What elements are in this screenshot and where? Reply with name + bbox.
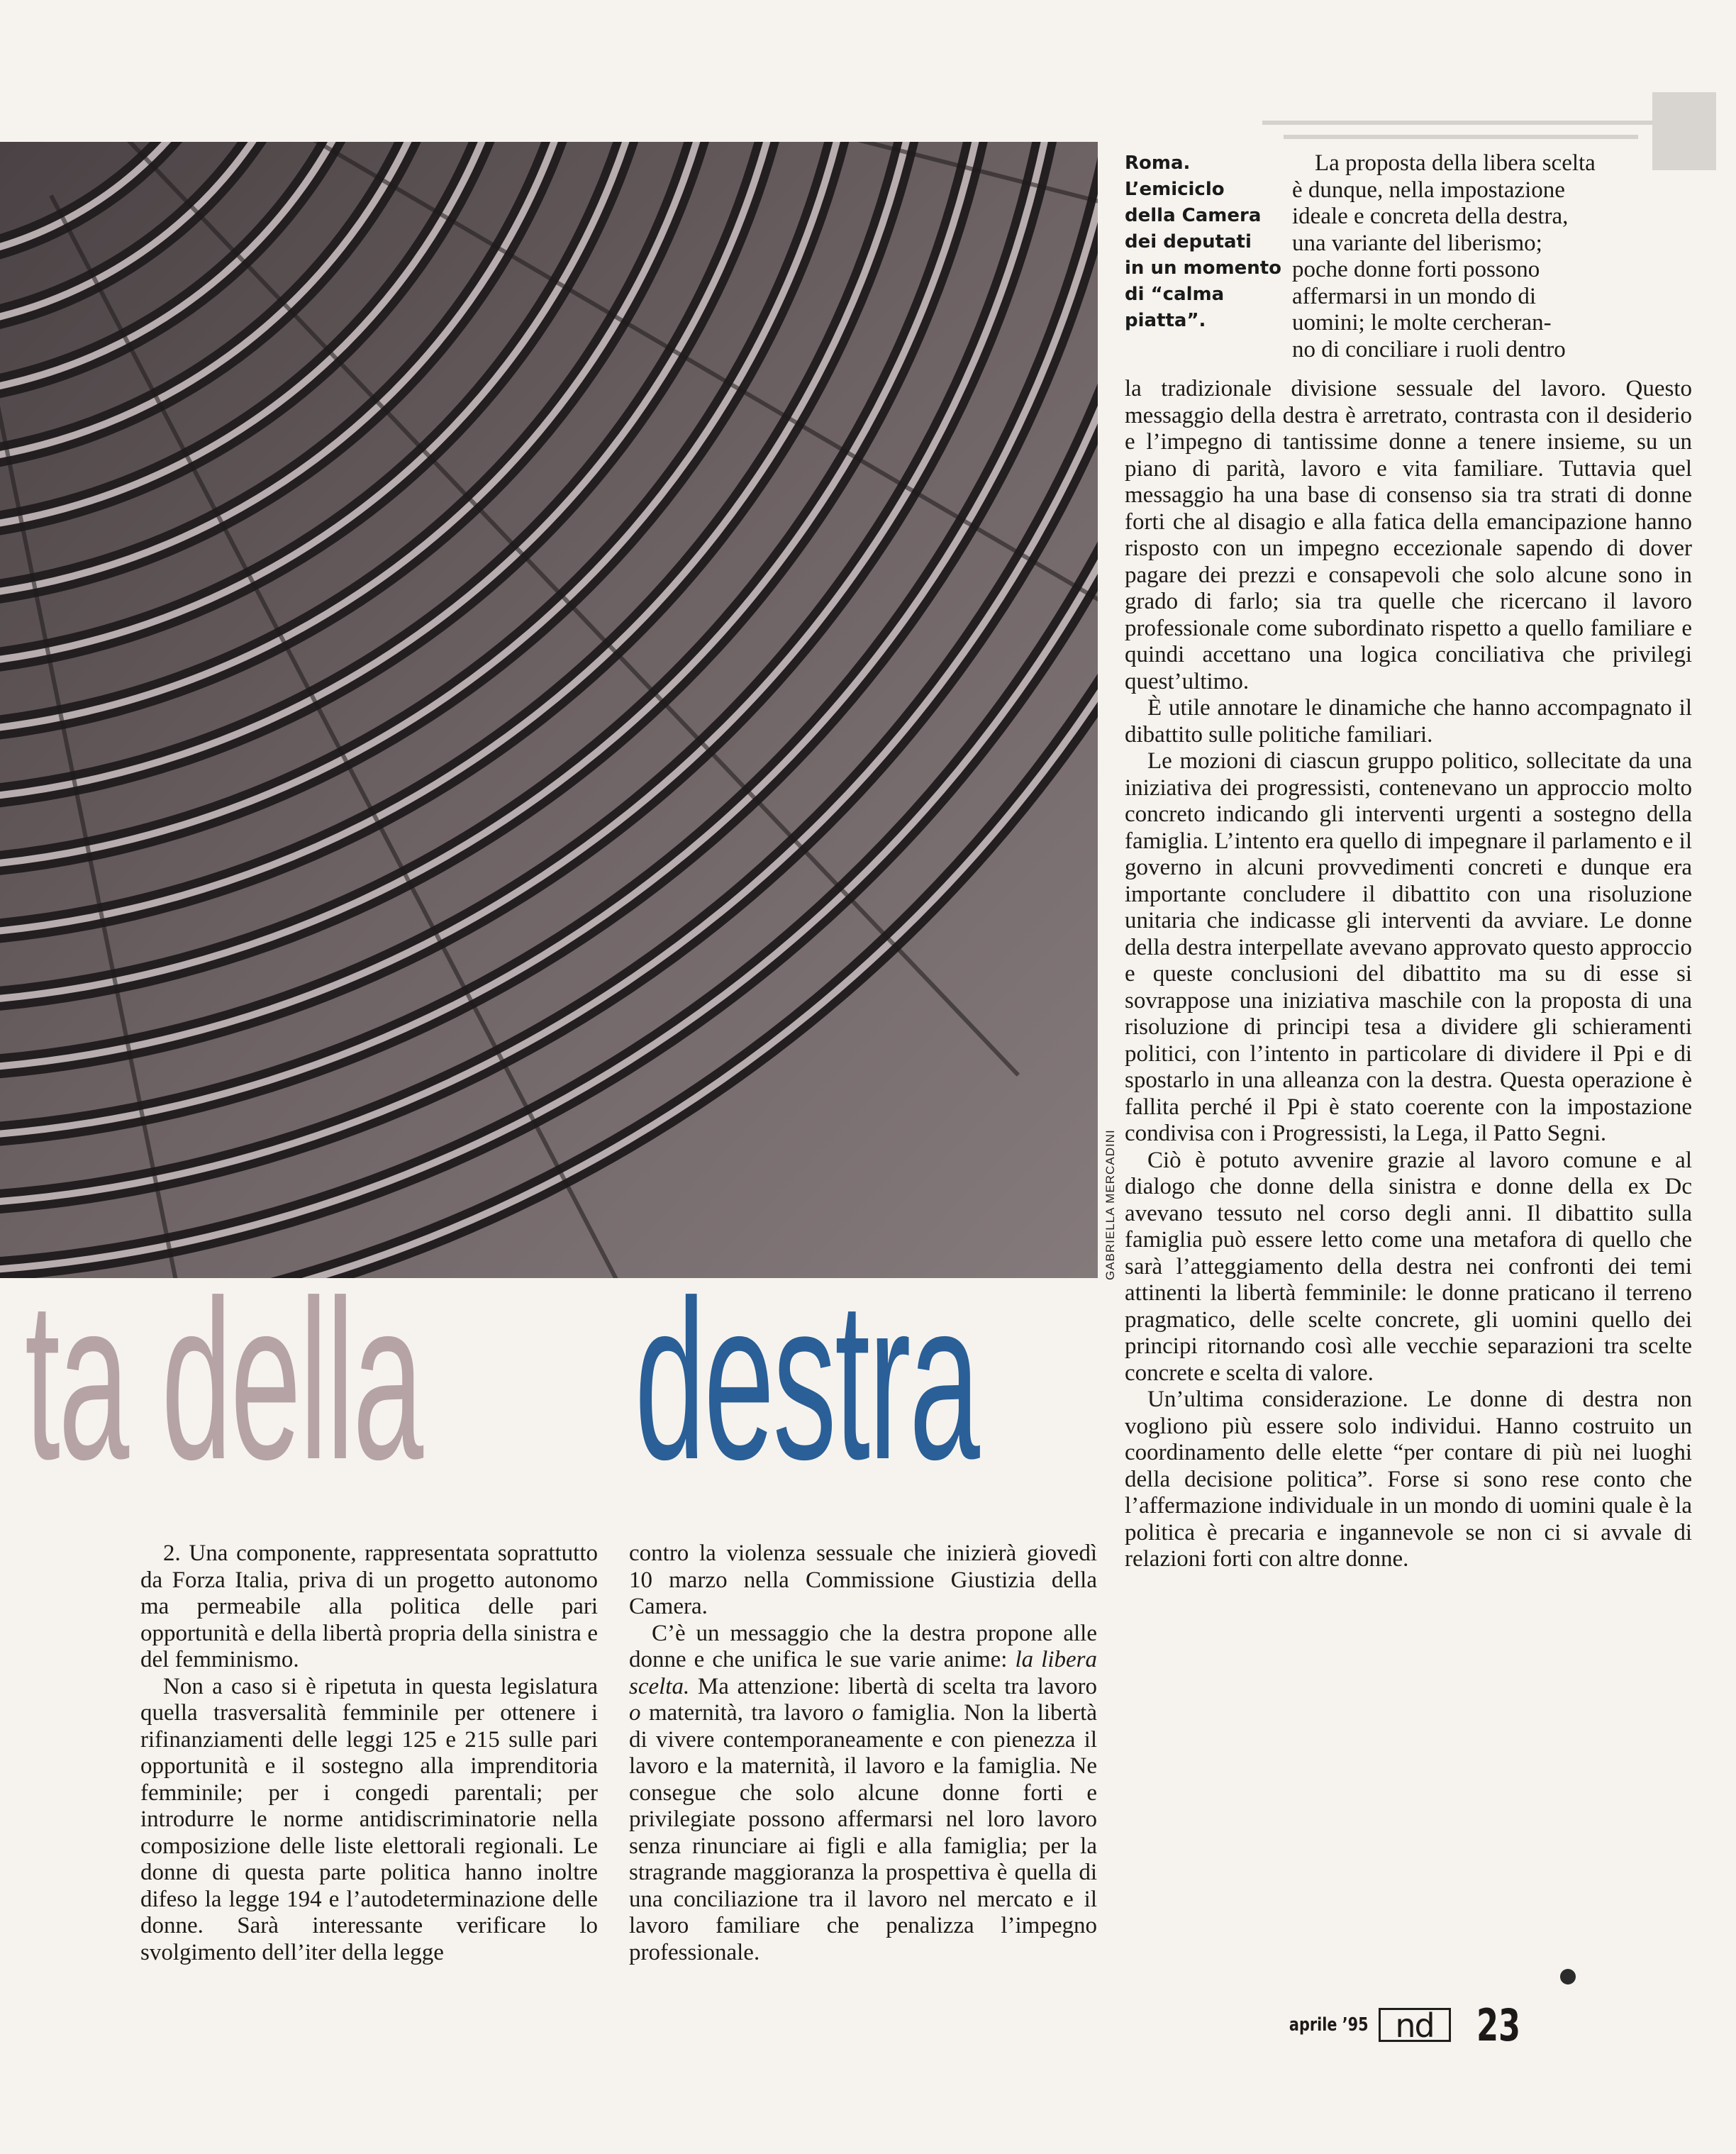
paragraph: contro la violenza sessuale che inizierà giovedì 10 marzo nella Commissione Giustizia della Camera. — [629, 1540, 1097, 1619]
italic-phrase: la libera scelta. — [629, 1647, 1098, 1699]
text-run: maternità, tra lavoro — [640, 1700, 852, 1726]
end-mark — [1560, 1969, 1576, 1984]
headline-part-1: ta della — [25, 1262, 422, 1497]
article-column-2 — [629, 1540, 1097, 1966]
caption-line: Roma. — [1125, 152, 1191, 174]
paragraph-line: no di conciliare i ruoli dentro — [1292, 336, 1566, 362]
parliament-photo — [0, 142, 1098, 1278]
paragraph: Non a caso si è ripetuta in questa legislatura quella trasversalità femminile per ottenere i rifinanziamenti delle leggi 125 e 215 sulle pari opportunità e il sostegno alla imprenditoria femminile; per i congedi parentali; per introdurre le norme antidiscriminatorie nella composizione delle liste elettorali regionali. Le donne di questa parte politica hanno inoltre difeso la legge 194 e l’autodeterminazione delle donne. Sarà interessante verificare lo svolgimento dell’iter della legge — [140, 1673, 598, 1965]
paragraph-line: è dunque, nella impostazione — [1292, 177, 1565, 203]
page-footer — [1269, 1997, 1537, 2053]
photo-credit: GABRIELLA MERCADINI — [1103, 1129, 1117, 1280]
text-run: C’è un messaggio che la destra propone alle donne e che unifica le sue varie anime: — [629, 1620, 1097, 1672]
issue-date: aprile ’95 — [1289, 2014, 1369, 2036]
caption-line: piatta”. — [1125, 310, 1206, 331]
paragraph: la tradizionale divisione sessuale del lavoro. Questo messaggio della destra è arretrato, contrasta con il desiderio e l’impegno di tantissime donne a tenere insieme, su un piano di parità, lavoro e vita familiare. Tuttavia quel messaggio ha una base di consenso sia tra strati di donne forti che al disagio e alla fatica della emancipazione hanno risposto con un impegno eccezionale sapendo di dover pagare dei prezzi e consapevoli che solo alcune sono in grado di farlo; sia tra quelle che ricercano il lavoro professionale come subordinato rispetto a quello familiare e quindi accettano una logica conciliativa che privilegi quest’ultimo. — [1125, 376, 1692, 694]
article-column-3 — [1125, 376, 1692, 1573]
page-number: 23 — [1476, 1999, 1520, 2051]
paragraph: 2. Una componente, rappresentata soprattutto da Forza Italia, priva di un progetto autonomo ma permeabile alla politica delle pari opportunità e della libertà propria della sinistra e del femminismo. — [140, 1540, 598, 1672]
paragraph: È utile annotare le dinamiche che hanno accompagnato il dibattito sulle politiche familiari. — [1125, 695, 1692, 748]
caption-line: L’emiciclo — [1125, 179, 1225, 200]
paragraph-line: La proposta della libera scelta — [1315, 150, 1596, 176]
paragraph: Le mozioni di ciascun gruppo politico, sollecitate da una iniziativa dei progressisti, contenevano un approccio molto concreto indicando gli interventi urgenti a sostegno della famiglia. L’intento era quello di impegnare il parlamento e il governo in alcuni provvedimenti concreti e dunque era importante concludere il dibattito con una risoluzione unitaria che indicasse gli interventi da avviare. Le donne della destra interpellate avevano approvato questo approccio e queste conclusioni del dibattito ma su di esse si sovrappose una iniziativa maschile con la proposta di una risoluzione di principi tesa a dividere gli schieramenti politici, con l’intento in particolare di dividere il Ppi e di spostarlo in una alleanza con la destra. Questa operazione è fallita perché il Ppi è stato coerente con la impostazione condivisa con i Progressisti, la Lega, il Patto Segni. — [1125, 748, 1692, 1146]
paragraph-line: uomini; le molte cercheran- — [1292, 310, 1552, 335]
paragraph: Un’ultima considerazione. Le donne di destra non vogliono più essere solo individui. Hanno costruito un coordinamento delle elette “per contare di più nei luoghi della decisione politica”. Forse si sono rese conto che l’affermazione individuale in un mondo di uomini quale è la politica è precaria e ingannevole se non ci si avvale di relazioni forti con altre donne. — [1125, 1387, 1692, 1572]
text-run: Ma attenzione: libertà di scelta tra lavoro — [689, 1673, 1097, 1699]
caption-line: dei deputati — [1125, 231, 1252, 252]
italic-word: o — [629, 1700, 641, 1726]
italic-word: o — [852, 1700, 864, 1726]
article-column-1 — [140, 1540, 598, 1966]
caption-line: in un momento — [1125, 257, 1282, 279]
caption-line: della Camera — [1125, 205, 1262, 226]
article-column-3-lead — [1292, 150, 1691, 363]
headline-part-2: destra — [635, 1262, 979, 1497]
paragraph: Ciò è potuto avvenire grazie al lavoro comune e al dialogo che donne della sinistra e donne della ex Dc avevano tessuto nel corso degli anni. Il dibattito sulla famiglia può essere letto come una metafora di quello che sarà l’atteggiamento della destra nei confronti dei temi attinenti la libertà femminile: le donne praticano il terreno pragmatico, delle scelte concrete, gli uomini quello dei principi ritornando così alle vecchie separazioni tra scelte concrete e scelta di valore. — [1125, 1147, 1692, 1386]
paragraph-line: una variante del liberismo; — [1292, 230, 1542, 256]
magazine-logo: nd — [1379, 2008, 1451, 2042]
paragraph-line: poche donne forti possono — [1292, 257, 1540, 282]
paragraph-line: ideale e concreta della destra, — [1292, 204, 1569, 229]
paragraph — [629, 1621, 1097, 1967]
caption-line: di “calma — [1125, 284, 1225, 305]
photo-caption — [1125, 150, 1282, 334]
headline — [0, 1262, 1135, 1497]
paragraph-line: affermarsi in un mondo di — [1292, 283, 1536, 309]
text-run: famiglia. Non la libertà di vivere contemporaneamente e con pienezza il lavoro e la maternità, il lavoro e la famiglia. Ne consegue che solo alcune donne forti e privilegiate possono affermarsi nel loro lavoro senza rinunciare ai figli e alla famiglia; per la stragrande maggioranza la prospettiva è quella di una conciliazione tra il lavoro nel mercato e il lavoro familiare che penalizza l’impegno professionale. — [629, 1700, 1097, 1965]
